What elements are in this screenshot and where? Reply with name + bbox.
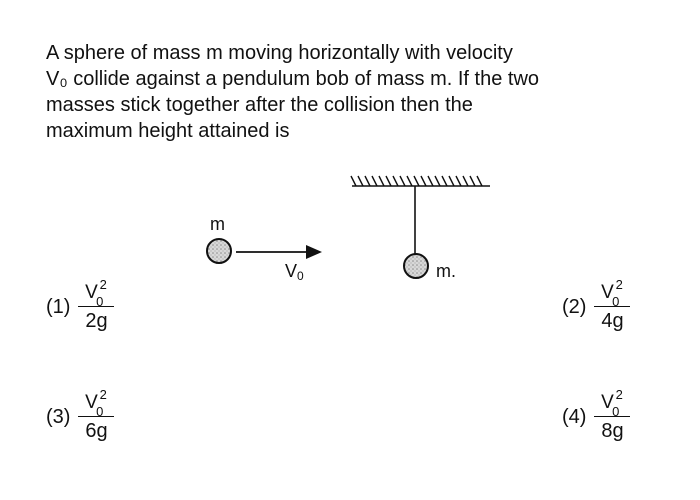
- fraction-numerator: V 0 2: [85, 277, 107, 309]
- velocity-label: V0: [285, 261, 304, 283]
- pendulum-bob: [404, 254, 428, 278]
- fraction-denominator: 6g: [85, 420, 108, 442]
- bob-mass-label: m.: [436, 261, 456, 281]
- option-3[interactable]: [46, 387, 114, 443]
- question-line: maximum height attained is: [46, 120, 290, 142]
- fraction-numerator: V 0 2: [601, 277, 623, 309]
- moving-mass-label: m: [210, 214, 225, 234]
- option-1[interactable]: [46, 277, 114, 333]
- option-4[interactable]: [562, 387, 630, 443]
- fraction-denominator: 8g: [601, 420, 624, 442]
- fraction-denominator: 2g: [85, 310, 108, 332]
- option-number: (2): [562, 296, 587, 318]
- option-fraction: [78, 277, 114, 333]
- option-number: (4): [562, 406, 587, 428]
- fraction-numerator: V 0 2: [601, 387, 623, 419]
- moving-sphere: [207, 239, 231, 263]
- option-fraction: [594, 387, 630, 443]
- option-2[interactable]: [562, 277, 630, 333]
- option-number: (1): [46, 296, 71, 318]
- option-number: (3): [46, 406, 71, 428]
- option-fraction: [594, 277, 630, 333]
- ceiling-hatch: [351, 176, 490, 186]
- fraction-denominator: 4g: [601, 310, 624, 332]
- question-line: masses stick together after the collision then the: [46, 94, 473, 116]
- option-fraction: [78, 387, 114, 443]
- fraction-numerator: V 0 2: [85, 387, 107, 419]
- question-line: A sphere of mass m moving horizontally with velocity: [46, 42, 513, 64]
- question-line: V₀ collide against a pendulum bob of mass m. If the two: [46, 68, 540, 90]
- velocity-arrow-head: [306, 245, 322, 259]
